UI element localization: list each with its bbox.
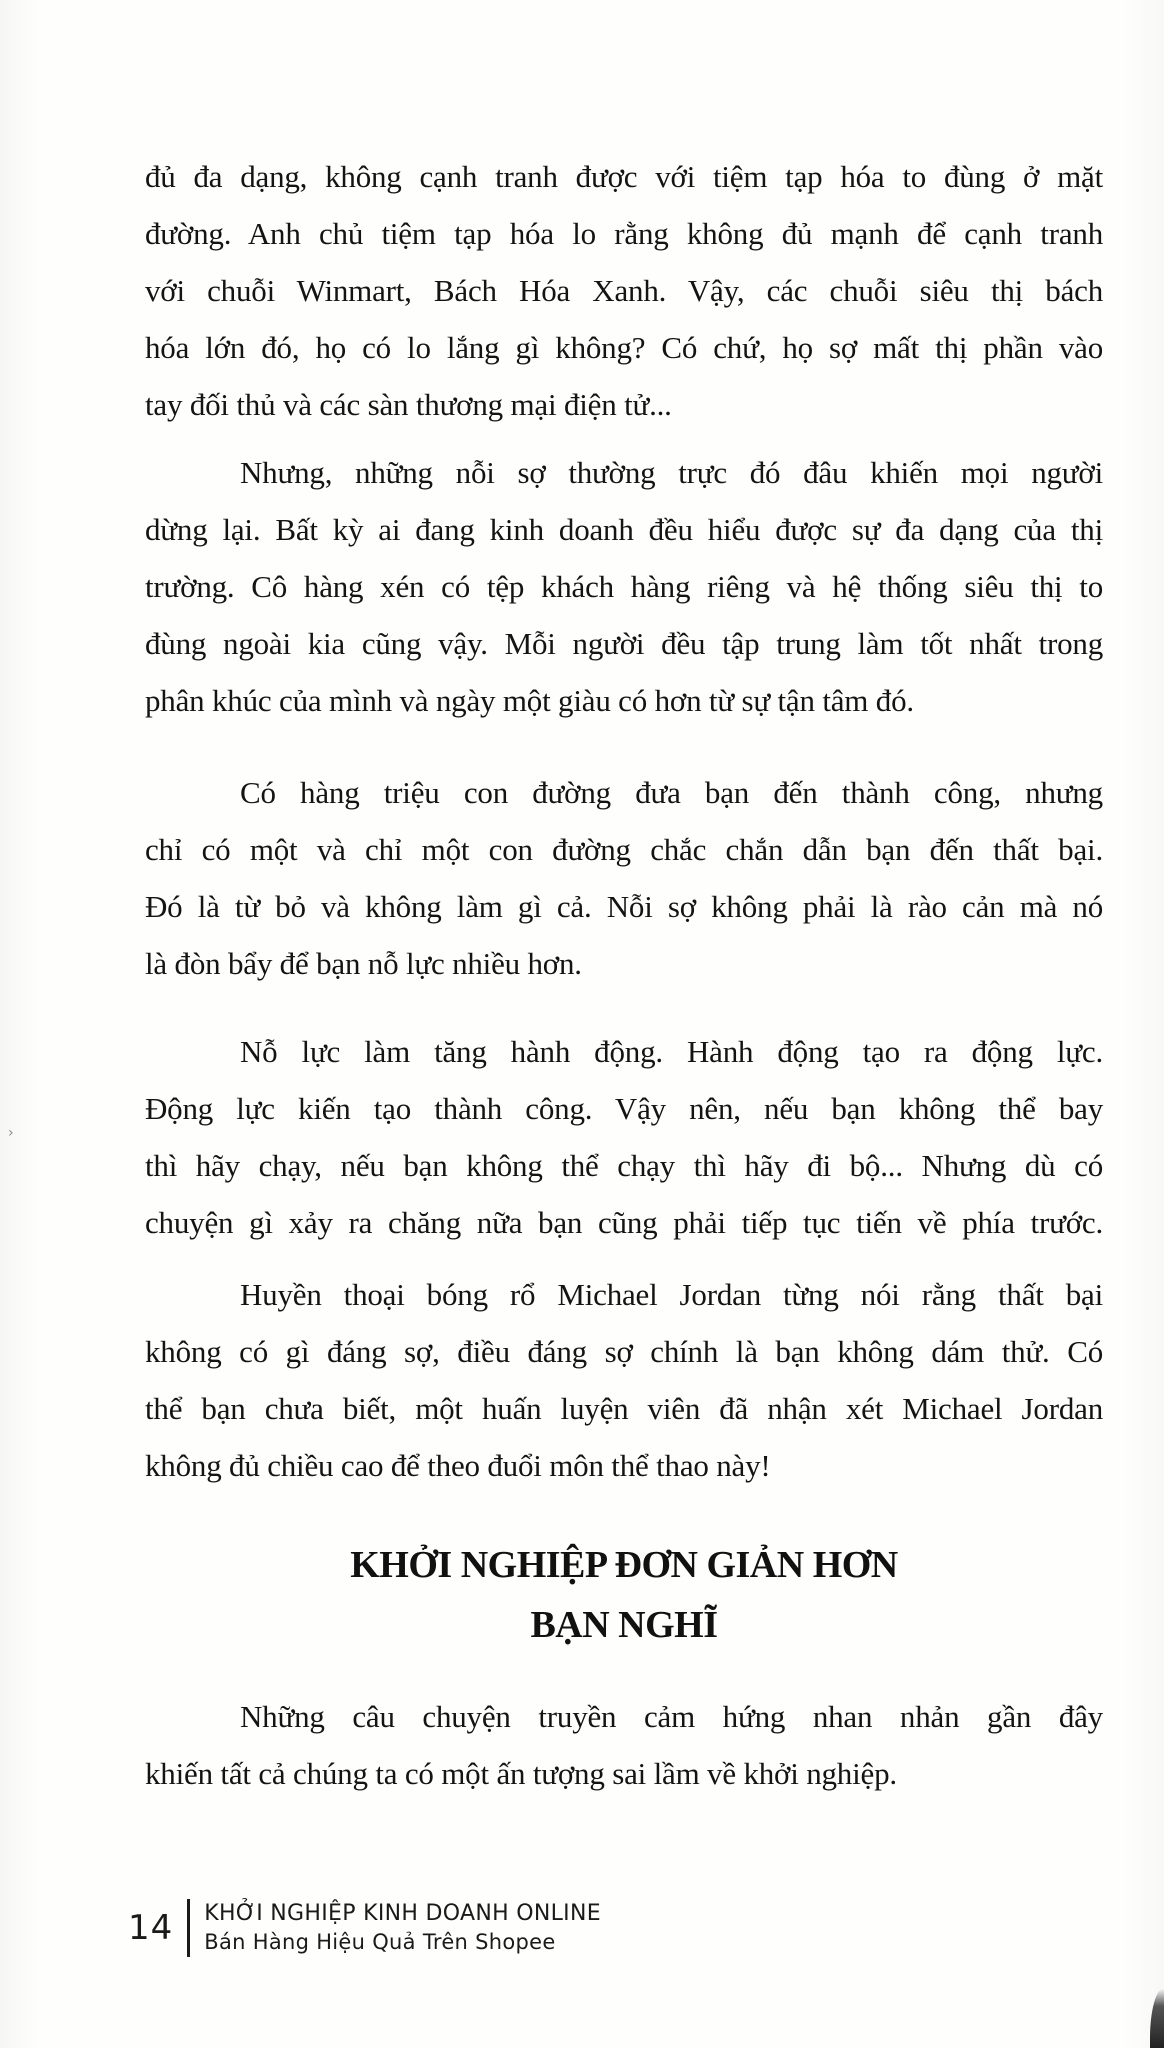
text-line: Những câu chuyện truyền cảm hứng nhan nhản gần đây xyxy=(240,1699,1103,1734)
paragraph-1 xyxy=(145,148,1103,433)
text-line: chỉ có một và chỉ một con đường chắc chắn dẫn bạn đến thất bại. xyxy=(145,832,1103,867)
paragraph-2 xyxy=(145,444,1103,729)
text-line: Động lực kiến tạo thành công. Vậy nên, nếu bạn không thể bay xyxy=(145,1091,1103,1126)
text-line: là đòn bẩy để bạn nỗ lực nhiều hơn. xyxy=(145,946,582,981)
text-line: thể bạn chưa biết, một huấn luyện viên đã nhận xét Michael Jordan xyxy=(145,1391,1103,1426)
paragraph-4 xyxy=(145,1023,1103,1251)
paragraph-6 xyxy=(145,1688,1103,1802)
page-footer xyxy=(128,1888,601,1968)
text-line: thì hãy chạy, nếu bạn không thể chạy thì hãy đi bộ... Nhưng dù có xyxy=(145,1148,1103,1183)
text-line: phân khúc của mình và ngày một giàu có hơn từ sự tận tâm đó. xyxy=(145,683,914,718)
text-line: Có hàng triệu con đường đưa bạn đến thành công, nhưng xyxy=(240,775,1103,810)
text-line: Nỗ lực làm tăng hành động. Hành động tạo ra động lực. xyxy=(240,1034,1103,1069)
text-line: dừng lại. Bất kỳ ai đang kinh doanh đều hiểu được sự đa dạng của thị xyxy=(145,512,1103,547)
book-subtitle: Bán Hàng Hiệu Quả Trên Shopee xyxy=(204,1930,556,1954)
text-line: Đó là từ bỏ và không làm gì cả. Nỗi sợ không phải là rào cản mà nó xyxy=(145,889,1103,924)
footer-titles xyxy=(204,1900,601,1956)
text-line: đường. Anh chủ tiệm tạp hóa lo rằng không đủ mạnh để cạnh tranh xyxy=(145,216,1103,251)
text-line: không đủ chiều cao để theo đuổi môn thể thao này! xyxy=(145,1448,771,1483)
section-heading xyxy=(145,1535,1103,1655)
page-number: 14 xyxy=(128,1908,174,1948)
paragraph-3 xyxy=(145,764,1103,992)
text-line: trường. Cô hàng xén có tệp khách hàng riêng và hệ thống siêu thị to xyxy=(145,569,1103,604)
section-heading-line-2: BẠN NGHĨ xyxy=(530,1604,718,1646)
book-title: KHỞI NGHIỆP KINH DOANH ONLINE xyxy=(204,1901,601,1926)
text-line: Nhưng, những nỗi sợ thường trực đó đâu khiến mọi người xyxy=(240,455,1103,490)
footer-divider xyxy=(187,1899,190,1957)
text-line: đùng ngoài kia cũng vậy. Mỗi người đều tập trung làm tốt nhất trong xyxy=(145,626,1103,661)
page-corner-shadow xyxy=(1150,1988,1164,2048)
text-line: với chuỗi Winmart, Bách Hóa Xanh. Vậy, các chuỗi siêu thị bách xyxy=(145,273,1103,308)
text-line: chuyện gì xảy ra chăng nữa bạn cũng phải tiếp tục tiến về phía trước. xyxy=(145,1205,1103,1240)
text-line: khiến tất cả chúng ta có một ấn tượng sai lầm về khởi nghiệp. xyxy=(145,1756,897,1791)
section-heading-line-1: KHỞI NGHIỆP ĐƠN GIẢN HƠN xyxy=(350,1544,898,1586)
page-edge-mark-icon: › xyxy=(8,1125,14,1141)
text-line: tay đối thủ và các sàn thương mại điện tử... xyxy=(145,387,672,422)
paragraph-5 xyxy=(145,1266,1103,1494)
text-line: không có gì đáng sợ, điều đáng sợ chính là bạn không dám thử. Có xyxy=(145,1334,1103,1369)
text-line: hóa lớn đó, họ có lo lắng gì không? Có chứ, họ sợ mất thị phần vào xyxy=(145,330,1103,365)
text-line: đủ đa dạng, không cạnh tranh được với tiệm tạp hóa to đùng ở mặt xyxy=(145,159,1103,194)
text-line: Huyền thoại bóng rổ Michael Jordan từng nói rằng thất bại xyxy=(240,1277,1103,1312)
